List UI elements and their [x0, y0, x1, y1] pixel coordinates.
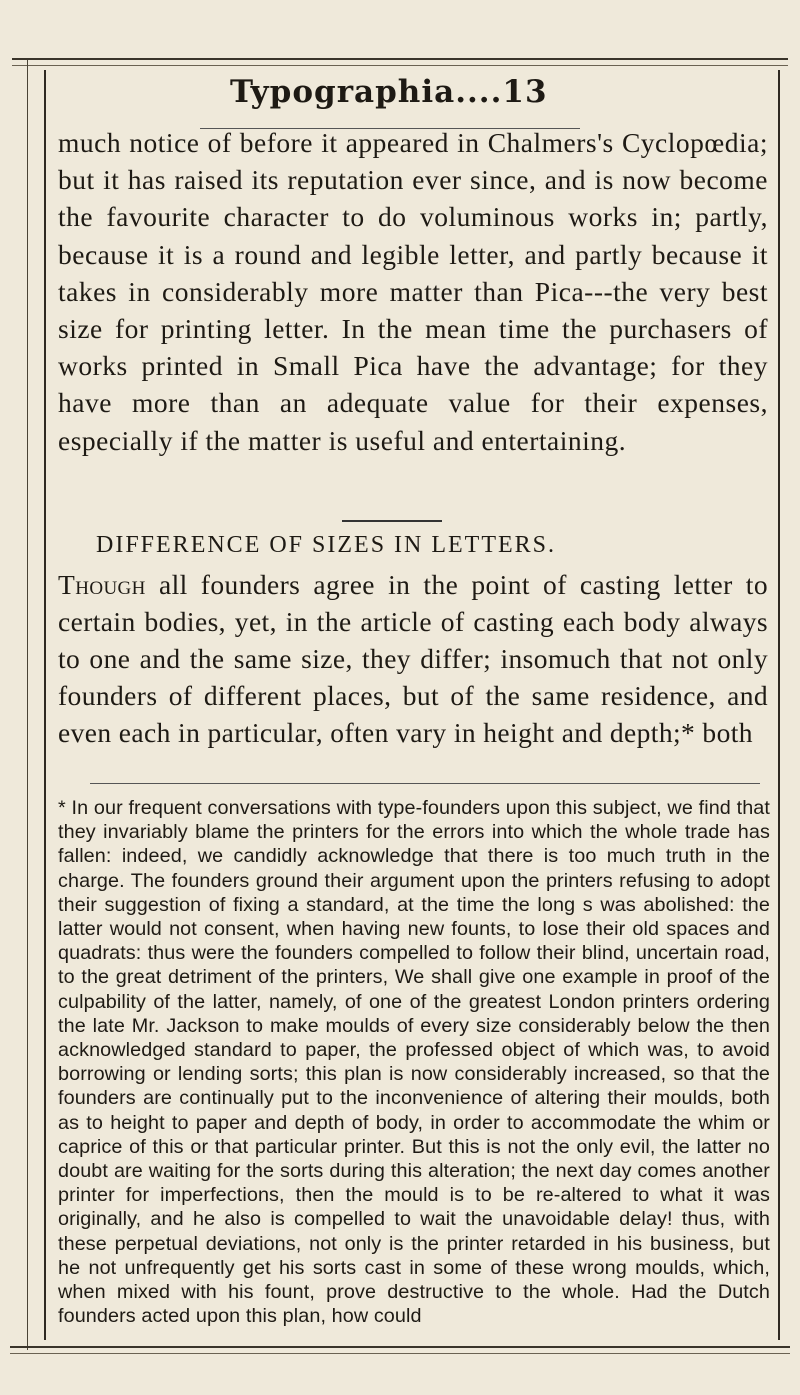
section-heading: DIFFERENCE OF SIZES IN LETTERS. — [96, 532, 557, 558]
top-border-rule — [12, 58, 788, 60]
paragraph-2 — [58, 566, 768, 751]
section-divider — [342, 520, 442, 522]
paragraph-2-body: all founders agree in the point of casting letter to certain bodies, yet, in the article of casting each body always to one and the same size, they differ; insomuch that not only founders of different places, but of the same residence, and even each in particular, often vary in height and depth;* both — [58, 569, 768, 748]
paragraph-2-text — [58, 566, 768, 751]
running-header: Typographia....13 — [230, 74, 548, 110]
right-frame-rule — [778, 70, 780, 1340]
paragraph-2-lead: Though — [58, 569, 146, 600]
left-frame-rule — [44, 70, 46, 1340]
footnote-rule — [90, 783, 760, 784]
footnote — [58, 796, 770, 1328]
paragraph-1 — [58, 124, 768, 459]
bottom-border-rule — [10, 1346, 790, 1348]
left-border-rule — [27, 60, 28, 1350]
footnote-text: * In our frequent conversations with type-founders upon this subject, we find that they invariably blame the printers for the errors into which the whole trade has fallen: indeed, we candidly acknowledge that there is too much truth in the charge. The founders ground their argument upon the printers refusing to adopt their suggestion of fixing a standard, at the time the long s was abolished: the latter would not consent, when having new founts, to lose their old spaces and quadrats: thus were the founders compelled to follow their blind, uncertain road, to the great detriment of the printers, We shall give one example in proof of the culpability of the latter, namely, of one of the greatest London printers ordering the late Mr. Jackson to make moulds of every size considerably below the then acknowledged standard to paper, the professed object of which was, to avoid borrowing or lending sorts; this plan is now considerably increased, so that the founders are continually put to the inconvenience of altering their moulds, both as to height to paper and depth of body, in order to accommodate the whim or caprice of this or that particular printer. But this is not the only evil, the latter no doubt are waiting for the sorts during this alteration; the next day comes another printer for imperfections, then the mould is to be re-altered to what it was originally, and he also is compelled to wait the unavoidable delay! thus, with these perpetual deviations, not only is the printer retarded in his business, but he not unfrequently get his sorts cast in some of these wrong moulds, which, when mixed with his fount, prove destructive to the whole. Had the Dutch founders acted upon this plan, how could — [58, 797, 770, 1328]
bottom-border-rule-thin — [10, 1353, 790, 1354]
top-border-rule-thin — [12, 65, 788, 66]
paragraph-1-text: much notice of before it appeared in Chalmers's Cyclopœdia; but it has raised its reputation ever since, and is now become the favourite character to do voluminous works in; partly, because it is a round and legible letter, and partly because it takes in considerably more matter than Pica---the very best size for printing letter. In the mean time the purchasers of works printed in Small Pica have the advantage; for they have more than an adequate value for their expenses, especially if the matter is useful and entertaining. — [58, 127, 768, 456]
